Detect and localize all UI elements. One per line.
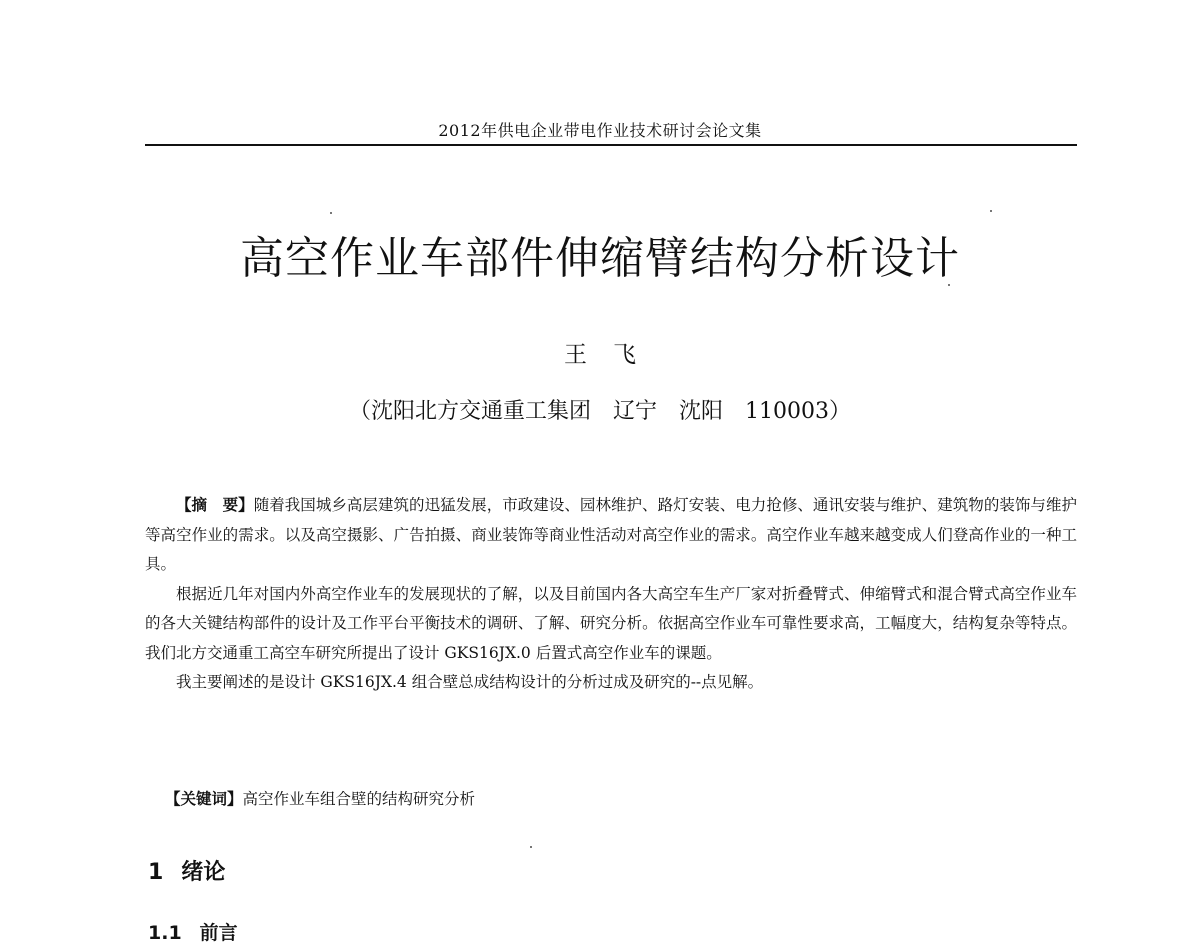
author-name: 王飞	[564, 342, 662, 368]
abstract-paragraph-3: 我主要阐述的是设计 GKS16JX.4 组合壁总成结构设计的分析过成及研究的--点见解。	[176, 673, 764, 691]
section-heading-1-1	[148, 918, 238, 945]
subsection-number: 1.1	[148, 922, 182, 944]
keywords-line	[165, 784, 475, 815]
abstract-block	[145, 490, 1077, 698]
scan-speck	[530, 846, 532, 848]
subsection-title: 前言	[199, 922, 238, 944]
keywords-text: 高空作业车组合壁的结构研究分析	[242, 790, 476, 808]
abstract-label: 【摘 要】	[176, 495, 254, 514]
running-header: 2012年供电企业带电作业技术研讨会论文集	[438, 121, 762, 140]
scan-speck	[948, 284, 950, 286]
abstract-paragraph-1	[145, 490, 1077, 580]
scan-speck	[330, 212, 332, 214]
author-affiliation: （沈阳北方交通重工集团 辽宁 沈阳 110003）	[349, 399, 851, 424]
scan-speck	[990, 210, 992, 212]
header-rule	[145, 144, 1077, 146]
paper-title: 高空作业车部件伸缩臂结构分析设计	[240, 233, 960, 284]
abstract-text-1: 随着我国城乡高层建筑的迅猛发展，市政建设、园林维护、路灯安装、电力抢修、通讯安装与维护、建筑物的装饰与维护等高空作业的需求。以及高空摄影、广告拍摄、商业装饰等商业性活动对高空作业的需求。高空作业车越来越变成人们登高作业的一种工具。	[145, 496, 1077, 573]
section-title: 绪论	[181, 860, 226, 885]
keywords-label: 【关键词】	[165, 789, 243, 808]
abstract-paragraph-2: 根据近几年对国内外高空作业车的发展现状的了解，以及目前国内各大高空车生产厂家对折叠臂式、伸缩臂式和混合臂式高空作业车的各大关键结构部件的设计及工作平台平衡技术的调研、了解、研究分析。依据高空作业车可靠性要求高，工幅度大，结构复杂等特点。我们北方交通重工高空车研究所提出了设计 GKS16JX.0 后置式高空作业车的课题。	[145, 584, 1077, 662]
section-heading-1	[148, 855, 225, 886]
section-number: 1	[148, 860, 164, 885]
